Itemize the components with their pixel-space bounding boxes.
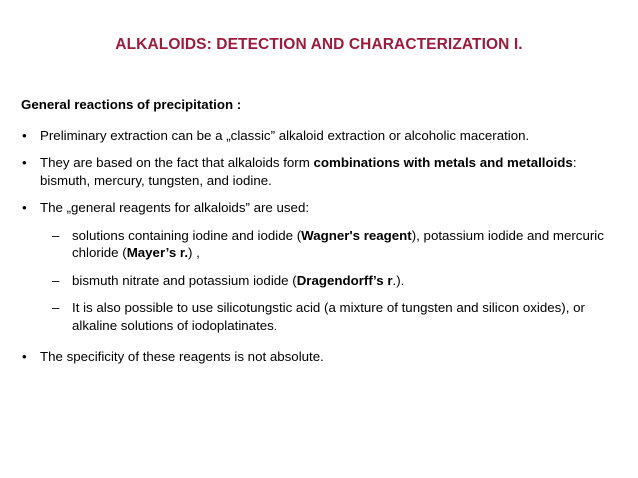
bullet-text-pre: They are based on the fact that alkaloids form — [40, 155, 314, 170]
bullet-text-bold: combinations with metals and metalloids — [313, 155, 573, 170]
bullet-marker: • — [22, 200, 27, 215]
bullet-text: The specificity of these reagents is not absolute. — [40, 349, 324, 364]
bullet-text: The „general reagents for alkaloids” are used: — [40, 200, 310, 215]
bullet-marker: • — [22, 127, 27, 143]
dash-marker: – — [52, 272, 60, 288]
subitem-wagner-mayer — [21, 227, 621, 262]
bullet-text-post: : bismuth, mercury, tungsten, and iodine. — [40, 155, 577, 188]
slide-title: ALKALOIDS: DETECTION AND CHARACTERIZATION I. — [115, 36, 523, 53]
subitem-dragendorff — [21, 272, 621, 290]
dash-marker: – — [52, 227, 60, 243]
subitem-text-2: ), potassium iodide and mercuric chloride ( — [72, 227, 604, 260]
bullet-text: Preliminary extraction can be a „classic” alkaloid extraction or alcoholic maceration. — [40, 127, 530, 143]
subitem-silicotungstic — [21, 299, 621, 336]
reagent-name-wagner: Wagner's reagent — [301, 227, 412, 243]
bullet-item-extraction — [21, 127, 621, 145]
dash-marker: – — [52, 300, 60, 315]
subitem-text-3: ) , — [188, 245, 200, 260]
bullet-marker: • — [22, 349, 27, 364]
subitem-text: It is also possible to use silicotungstic acid (a mixture of tungsten and silicon oxides), or alkaline solutions of iodoplatinates — [72, 300, 585, 333]
subitem-text-2: .). — [392, 272, 405, 288]
reagent-name-mayer: Mayer’s r. — [126, 245, 189, 260]
subitem-text-1: solutions containing iodine and iodide ( — [72, 227, 302, 243]
slide-body — [21, 96, 621, 376]
bullet-item-combinations — [21, 154, 621, 189]
subitem-tail: . — [273, 320, 277, 333]
bullet-item-general-reagents — [21, 199, 621, 217]
reagent-name-dragendorff: Dragendorff’s r — [296, 272, 393, 288]
section-subheading: General reactions of precipitation : — [21, 97, 242, 112]
bullet-marker: • — [22, 155, 27, 170]
bullet-item-specificity — [21, 348, 621, 366]
subitem-text-1: bismuth nitrate and potassium iodide ( — [72, 272, 297, 288]
